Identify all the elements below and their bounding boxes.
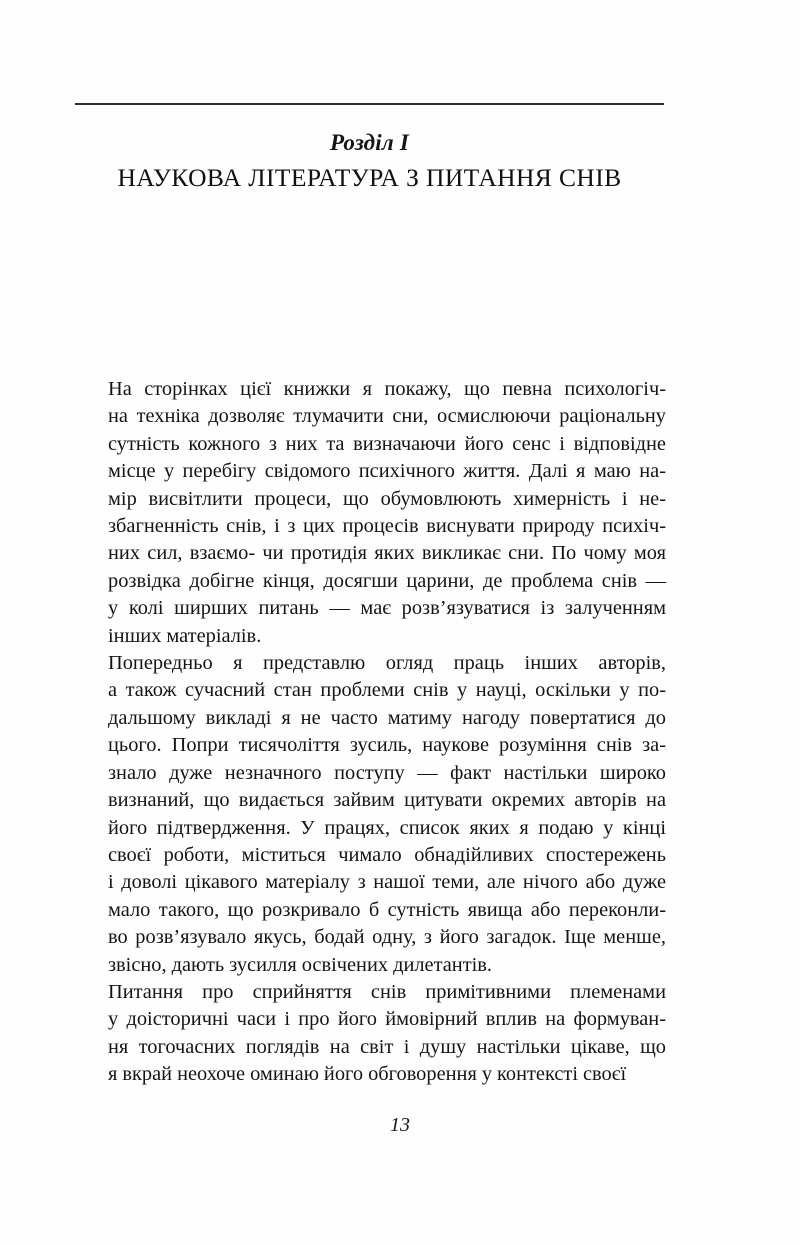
body-text-column [74,376,666,1089]
paragraph-3 [74,979,666,1089]
header-divider-rule [75,103,664,105]
text-line: розвідка добігне кінця, досягши царини, де проблема снів — [108,569,666,592]
text-line: визнаний, що видається зайвим цитувати окремих авторів на [108,789,666,812]
text-line: місце у перебігу свідомого психічного життя. Далі я маю на- [108,460,666,483]
text-line: во розв’язувало якусь, бодай одну, з його загадок. Іще менше, [108,926,666,949]
text-line: на техніка дозволяє тлумачити сни, осмислюючи раціональну [108,405,666,428]
text-line: і доволі цікавого матеріалу з нашої теми, але нічого або дуже [108,871,666,894]
text-line: Питання про сприйняття снів примітивними племенами [108,980,666,1003]
text-line: його підтвердження. У працях, список яких я подаю у кінці [108,816,666,839]
text-line: у доісторичні часи і про його ймовірний вплив на формуван- [108,1008,666,1031]
page-number: 13 [390,1114,410,1136]
text-line: своєї роботи, міститься чимало обнадійливих спостережень [108,843,666,866]
text-line: На сторінках цієї книжки я покажу, що певна психологіч- [108,378,666,400]
text-line: них сил, взаємо- чи протидія яких викликає сни. По чому моя [108,542,666,565]
text-line: ня тогочасних поглядів на світ і душу настільки цікаве, що [108,1035,666,1058]
text-line: звісно, дають зусилля освічених дилетантів. [108,953,493,976]
text-line: цього. Попри тисячоліття зусиль, наукове розуміння снів за- [108,734,666,757]
text-line: збагненність снів, і з цих процесів виснувати природу психіч- [108,515,666,538]
paragraph-2 [74,650,666,979]
text-line: а також сучасний стан проблеми снів у науці, оскільки у по- [108,679,666,702]
text-line: мало такого, що розкривало б сутність явища або переконли- [108,898,666,921]
text-line: знало дуже незначного поступу — факт настільки широко [108,761,666,784]
text-line: я вкрай неохоче оминаю його обговорення у контексті своєї [108,1063,627,1086]
chapter-title: НАУКОВА ЛІТЕРАТУРА З ПИТАННЯ СНІВ [117,163,622,192]
text-line: сутність кожного з них та визначаючи його сенс і відповідне [108,432,666,455]
chapter-number-label: Розділ I [330,130,409,155]
text-line: у колі ширших питань — має розв’язуватися із залученням [108,597,666,620]
text-line: інших матеріалів. [108,624,262,647]
text-line: Попередньо я представлю огляд праць інших авторів, [108,652,666,675]
paragraph-1 [74,376,666,650]
text-line: дальшому викладі я не часто матиму нагоду повертатися до [108,706,666,729]
chapter-heading-block [75,128,664,195]
text-line: мір висвітлити процеси, що обумовлюють химерність і не- [108,487,666,510]
